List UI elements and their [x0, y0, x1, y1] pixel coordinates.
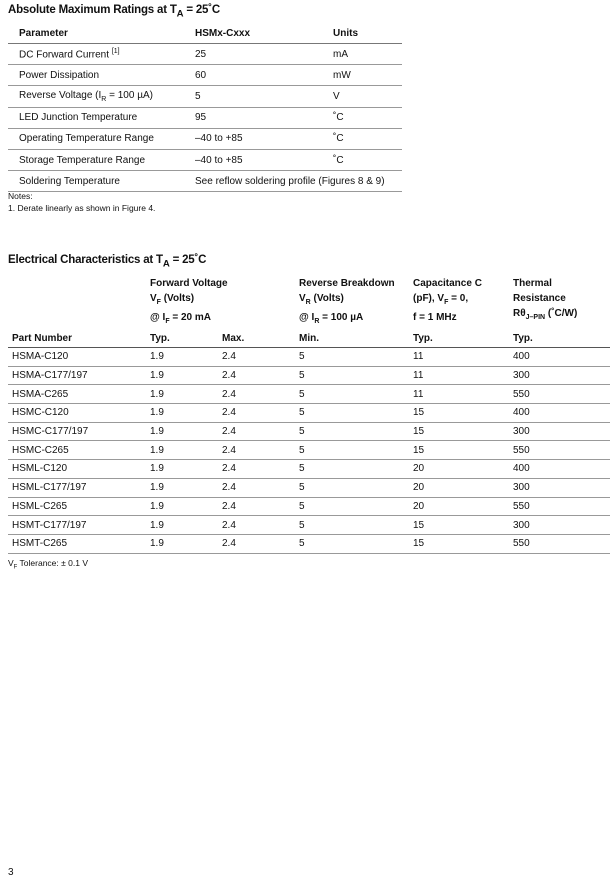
abs-max-table: [8, 24, 402, 192]
vf-typ-cell: 1.9: [150, 385, 222, 404]
elec-sub-header-row: [8, 329, 610, 348]
part-number-cell: HSML-C177/197: [8, 478, 150, 497]
abs-max-header-row: [8, 24, 402, 44]
vr-min-cell: 5: [299, 422, 413, 441]
unit-cell: mA: [322, 44, 402, 65]
rb-line2: [299, 291, 413, 310]
vf-max-cell: 2.4: [222, 422, 299, 441]
table-row: [8, 86, 402, 107]
cap-line3: f = 1 MHz: [413, 312, 457, 323]
th-line3: [513, 306, 610, 325]
rb-units: (Volts): [310, 293, 344, 304]
cap-typ-cell: 11: [413, 348, 513, 367]
table-row: [8, 516, 610, 535]
th-typ-cell: 550: [513, 385, 610, 404]
fv-units: (Volts): [160, 293, 195, 304]
unit-cell: mW: [322, 65, 402, 86]
th-typ-cell: 300: [513, 366, 610, 385]
part-number-cell: HSML-C120: [8, 460, 150, 479]
vf-max-cell: 2.4: [222, 385, 299, 404]
vf-typ-cell: 1.9: [150, 497, 222, 516]
cap-typ-cell: 11: [413, 366, 513, 385]
empty-header: [8, 276, 150, 329]
vf-typ-cell: 1.9: [150, 441, 222, 460]
tolerance-note: [8, 558, 88, 571]
vr-min-cell: 5: [299, 497, 413, 516]
fv-cond: = 20 mA: [169, 312, 212, 323]
table-row: [8, 348, 610, 367]
header-vf-max: Max.: [222, 329, 299, 348]
vf-max-cell: 2.4: [222, 497, 299, 516]
param-cell: Soldering Temperature: [8, 171, 184, 192]
th-typ-cell: 400: [513, 404, 610, 423]
vr-min-cell: 5: [299, 404, 413, 423]
param-cell: LED Junction Temperature: [8, 107, 184, 128]
vr-min-cell: 5: [299, 516, 413, 535]
fv-at: @ I: [150, 312, 166, 323]
abs-max-title-text: Absolute Maximum Ratings at T: [8, 4, 177, 16]
note-item: 1. Derate linearly as shown in Figure 4.: [8, 203, 156, 213]
cap-typ-cell: 11: [413, 385, 513, 404]
th-typ-cell: 300: [513, 422, 610, 441]
table-row: [8, 128, 402, 149]
vf-typ-cell: 1.9: [150, 366, 222, 385]
capacitance-header: [413, 276, 513, 329]
part-number-cell: HSMC-C265: [8, 441, 150, 460]
elec-title-sub: A: [162, 258, 170, 270]
footnote-ref: [1]: [111, 47, 120, 55]
part-number-cell: HSMT-C177/197: [8, 516, 150, 535]
cap-typ-cell: 20: [413, 478, 513, 497]
th-line1: Thermal: [513, 278, 552, 289]
cap-pf: (pF), V: [413, 293, 445, 304]
th-typ-cell: 300: [513, 478, 610, 497]
value-cell: 25: [184, 44, 322, 65]
abs-max-header-value: HSMx-Cxxx: [184, 24, 322, 44]
vf-typ-cell: 1.9: [150, 348, 222, 367]
vr-min-cell: 5: [299, 441, 413, 460]
rb-line1: Reverse Breakdown: [299, 278, 395, 289]
param-cell: Storage Temperature Range: [8, 149, 184, 170]
th-theta: θ: [520, 308, 526, 319]
param-cell: Power Dissipation: [8, 65, 184, 86]
vf-typ-cell: 1.9: [150, 516, 222, 535]
rb-i-sub: R: [314, 318, 320, 325]
part-number-cell: HSMA-C120: [8, 348, 150, 367]
param-text: DC Forward Current: [19, 49, 110, 61]
unit-cell: ˚C: [322, 149, 402, 170]
part-number-cell: HSMC-C120: [8, 404, 150, 423]
table-row: [8, 422, 610, 441]
unit-cell: ˚C: [322, 128, 402, 149]
value-cell: 5: [184, 86, 322, 107]
vf-typ-cell: 1.9: [150, 534, 222, 553]
rb-v-sub: R: [305, 299, 311, 306]
part-number-cell: HSMA-C265: [8, 385, 150, 404]
th-typ-cell: 300: [513, 516, 610, 535]
table-row: [8, 441, 610, 460]
param-cell: Operating Temperature Range: [8, 128, 184, 149]
rb-at: @ I: [299, 312, 315, 323]
cap-typ-cell: 15: [413, 404, 513, 423]
table-row: [8, 497, 610, 516]
header-cap-typ: Typ.: [413, 329, 513, 348]
vf-typ-cell: 1.9: [150, 478, 222, 497]
unit-cell: V: [322, 86, 402, 107]
param-cell: [8, 86, 184, 107]
fv-v-sub: F: [156, 299, 161, 306]
param-sub: R: [101, 95, 107, 103]
cap-v-sub: F: [444, 299, 449, 306]
cap-typ-cell: 20: [413, 497, 513, 516]
notes-block: [8, 190, 155, 214]
table-row: [8, 171, 402, 192]
fv-v: V: [150, 293, 157, 304]
param-cell: [8, 44, 184, 65]
th-typ-cell: 550: [513, 497, 610, 516]
forward-voltage-header: [150, 276, 299, 329]
abs-max-title: [8, 4, 220, 19]
unit-cell: ˚C: [322, 107, 402, 128]
vr-min-cell: 5: [299, 478, 413, 497]
rb-v: V: [299, 293, 306, 304]
value-cell: 60: [184, 65, 322, 86]
vr-min-cell: 5: [299, 348, 413, 367]
table-row: [8, 44, 402, 65]
table-row: [8, 366, 610, 385]
vf-max-cell: 2.4: [222, 460, 299, 479]
rb-cond: = 100 µA: [319, 312, 364, 323]
th-r: R: [513, 308, 521, 319]
param-text: Reverse Voltage (I: [19, 89, 102, 101]
abs-max-title-sub: A: [176, 8, 184, 20]
value-cell: –40 to +85: [184, 149, 322, 170]
table-row: [8, 478, 610, 497]
vr-min-cell: 5: [299, 366, 413, 385]
header-vf-typ: Typ.: [150, 329, 222, 348]
th-typ-cell: 400: [513, 460, 610, 479]
cap-typ-cell: 15: [413, 534, 513, 553]
th-typ-cell: 550: [513, 534, 610, 553]
vf-max-cell: 2.4: [222, 441, 299, 460]
vf-max-cell: 2.4: [222, 534, 299, 553]
tol-sub: F: [13, 564, 18, 571]
value-cell: –40 to +85: [184, 128, 322, 149]
th-typ-cell: 400: [513, 348, 610, 367]
vr-min-cell: 5: [299, 534, 413, 553]
fv-line1: Forward Voltage: [150, 278, 228, 289]
page-number: 3: [8, 867, 14, 878]
vf-typ-cell: 1.9: [150, 460, 222, 479]
abs-max-header-parameter: Parameter: [8, 24, 184, 44]
header-th-typ: Typ.: [513, 329, 610, 348]
vf-max-cell: 2.4: [222, 348, 299, 367]
cap-line2: [413, 291, 513, 310]
part-number-cell: HSML-C265: [8, 497, 150, 516]
cap-typ-cell: 15: [413, 422, 513, 441]
table-row: [8, 404, 610, 423]
th-sub: J–PIN: [525, 314, 546, 321]
tol-text: Tolerance: ± 0.1 V: [17, 558, 89, 568]
cap-line1: Capacitance C: [413, 278, 482, 289]
param-tail: = 100 µA): [106, 89, 153, 101]
table-row: [8, 534, 610, 553]
header-part-number: Part Number: [8, 329, 150, 348]
abs-max-header-units: Units: [322, 24, 402, 44]
elec-table-body: [8, 348, 610, 554]
vr-min-cell: 5: [299, 460, 413, 479]
cap-typ-cell: 15: [413, 441, 513, 460]
part-number-cell: HSMT-C265: [8, 534, 150, 553]
vf-max-cell: 2.4: [222, 478, 299, 497]
notes-heading: Notes:: [8, 191, 33, 201]
cap-cond: = 0,: [448, 293, 469, 304]
header-vr-min: Min.: [299, 329, 413, 348]
table-row: [8, 107, 402, 128]
table-row: [8, 460, 610, 479]
th-line2: Resistance: [513, 293, 566, 304]
value-cell: See reflow soldering profile (Figures 8 & 9): [184, 171, 402, 192]
vf-max-cell: 2.4: [222, 516, 299, 535]
reverse-breakdown-header: [299, 276, 413, 329]
fv-line2: [150, 291, 299, 310]
tol-v: V: [8, 558, 14, 568]
part-number-cell: HSMA-C177/197: [8, 366, 150, 385]
elec-group-header-row: [8, 276, 610, 329]
cap-typ-cell: 15: [413, 516, 513, 535]
fv-i-sub: F: [165, 318, 170, 325]
value-cell: 95: [184, 107, 322, 128]
vf-typ-cell: 1.9: [150, 404, 222, 423]
abs-max-title-tail: = 25˚C: [183, 4, 220, 16]
vf-typ-cell: 1.9: [150, 422, 222, 441]
elec-table: [8, 276, 610, 554]
rb-line3: [299, 310, 413, 329]
vf-max-cell: 2.4: [222, 366, 299, 385]
table-row: [8, 65, 402, 86]
table-row: [8, 149, 402, 170]
thermal-resistance-header: [513, 276, 610, 329]
elec-title-tail: = 25˚C: [169, 254, 207, 266]
part-number-cell: HSMC-C177/197: [8, 422, 150, 441]
elec-title: [8, 254, 206, 269]
cap-typ-cell: 20: [413, 460, 513, 479]
th-units: (˚C/W): [545, 308, 578, 319]
table-row: [8, 385, 610, 404]
fv-line3: [150, 310, 299, 329]
th-typ-cell: 550: [513, 441, 610, 460]
vr-min-cell: 5: [299, 385, 413, 404]
vf-max-cell: 2.4: [222, 404, 299, 423]
elec-title-text: Electrical Characteristics at T: [8, 254, 163, 266]
